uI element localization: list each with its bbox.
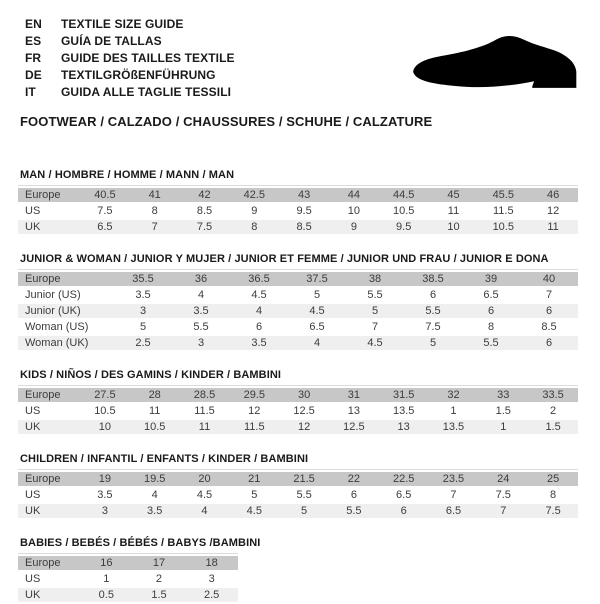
size-cell: 5.5 <box>483 337 499 349</box>
size-cell: 6 <box>487 305 495 317</box>
size-cell: 8 <box>251 221 258 233</box>
row-label: UK <box>25 221 41 233</box>
size-row-man-europe <box>18 188 578 202</box>
table-title-junior-woman: JUNIOR & WOMAN / JUNIOR Y MUJER / JUNIOR ET FEMME / JUNIOR UND FRAU / JUNIOR E DONA <box>20 253 549 265</box>
size-cell: 1 <box>103 573 110 585</box>
size-table-kids <box>18 385 578 436</box>
size-cell: 40.5 <box>94 189 116 201</box>
row-label: Europe <box>25 273 61 285</box>
size-cell: 5 <box>301 505 308 517</box>
size-cell: 4.5 <box>196 489 213 501</box>
size-cell: 7.5 <box>495 489 511 501</box>
size-row-junior-woman-junior-uk <box>18 304 578 318</box>
size-cell: 5.5 <box>296 489 312 501</box>
size-cell: 3.5 <box>251 337 267 349</box>
size-cell: 36.5 <box>248 273 270 285</box>
size-cell: 18 <box>205 557 218 569</box>
size-cell: 35.5 <box>132 273 154 285</box>
row-label: UK <box>25 421 41 433</box>
size-cell: 7.5 <box>425 321 441 333</box>
size-cell: 1 <box>500 421 507 433</box>
size-cell: 19 <box>98 473 112 485</box>
size-cell: 44 <box>347 189 360 201</box>
size-cell: 10 <box>447 221 460 233</box>
row-label: Europe <box>25 389 61 401</box>
size-cell: 21.5 <box>293 473 315 485</box>
size-table-babies <box>18 553 238 604</box>
size-cell: 7 <box>545 289 553 301</box>
language-label: TEXTILGRÖßENFÜHRUNG <box>61 68 216 82</box>
size-cell: 22.5 <box>392 473 415 485</box>
language-code: EN <box>25 17 42 31</box>
size-cell: 25 <box>546 473 560 485</box>
size-cell: 6 <box>429 289 437 301</box>
size-cell: 4.5 <box>367 337 383 349</box>
size-cell: 5.5 <box>193 321 209 333</box>
size-table-section-children <box>18 453 580 520</box>
size-table-section-babies <box>18 537 580 604</box>
size-cell: 7.5 <box>545 505 561 517</box>
size-cell: 8.5 <box>296 221 312 233</box>
size-cell: 22 <box>347 473 360 485</box>
size-cell: 28.5 <box>193 389 216 401</box>
table-title-man: MAN / HOMBRE / HOMME / MANN / MAN <box>20 169 235 181</box>
size-cell: 29.5 <box>243 389 265 401</box>
row-label: Junior (US) <box>25 289 81 301</box>
size-row-babies-europe <box>18 556 238 570</box>
size-cell: 36 <box>194 273 208 285</box>
size-cell: 10.5 <box>392 205 415 217</box>
size-cell: 3.5 <box>97 489 113 501</box>
size-cell: 7 <box>371 321 379 333</box>
size-cell: 11.5 <box>194 405 215 417</box>
size-cell: 7.5 <box>97 205 113 217</box>
language-label: GUÍA DE TALLAS <box>61 34 162 48</box>
size-cell: 5.5 <box>425 305 441 317</box>
size-cell: 38 <box>368 273 382 285</box>
size-cell: 11 <box>447 205 460 217</box>
size-cell: 6.5 <box>396 489 412 501</box>
size-cell: 3 <box>139 305 147 317</box>
language-code: FR <box>25 51 42 65</box>
size-cell: 8 <box>151 205 158 217</box>
size-cell: 11.5 <box>243 421 265 433</box>
size-cell: 11 <box>148 405 161 417</box>
size-cell: 2 <box>550 405 557 417</box>
language-code: IT <box>25 85 36 99</box>
size-row-children-europe <box>18 472 578 486</box>
size-cell: 37.5 <box>306 273 328 285</box>
size-cell: 19.5 <box>143 473 166 485</box>
size-cell: 5 <box>251 489 258 501</box>
size-cell: 12.5 <box>293 405 315 417</box>
size-cell: 3.5 <box>193 305 209 317</box>
size-cell: 10.5 <box>94 405 116 417</box>
row-label: Europe <box>25 557 61 569</box>
row-label: Europe <box>25 473 61 485</box>
size-cell: 13.5 <box>442 421 465 433</box>
size-cell: 4.5 <box>251 289 267 301</box>
size-cell: 39 <box>484 273 498 285</box>
size-cell: 31.5 <box>392 389 415 401</box>
size-cell: 4 <box>255 305 263 317</box>
size-cell: 11 <box>198 421 211 433</box>
size-cell: 3.5 <box>147 505 163 517</box>
size-cell: 4.5 <box>246 505 262 517</box>
size-cell: 3.5 <box>135 289 151 301</box>
size-cell: 5.5 <box>367 289 383 301</box>
size-row-man-us <box>18 204 578 218</box>
size-cell: 24 <box>497 473 510 485</box>
row-label: Woman (UK) <box>25 337 89 349</box>
size-cell: 45.5 <box>492 189 514 201</box>
size-cell: 4 <box>313 337 321 349</box>
size-cell: 11.5 <box>492 205 514 217</box>
size-cell: 41 <box>148 189 161 201</box>
size-cell: 9.5 <box>296 205 312 217</box>
size-cell: 42 <box>198 189 211 201</box>
size-cell: 2.5 <box>135 337 151 349</box>
size-cell: 6 <box>255 321 263 333</box>
size-cell: 13 <box>397 421 410 433</box>
table-title-kids: KIDS / NIÑOS / DES GAMINS / KINDER / BAMBINI <box>20 369 282 381</box>
size-cell: 40 <box>542 273 556 285</box>
size-cell: 7 <box>151 221 158 233</box>
size-cell: 7 <box>450 489 457 501</box>
language-code: ES <box>25 34 42 48</box>
size-row-kids-us <box>18 404 578 418</box>
shoe-icon <box>392 14 584 110</box>
size-row-junior-woman-junior-us <box>18 288 578 302</box>
row-label: US <box>25 573 41 585</box>
size-cell: 13.5 <box>392 405 415 417</box>
size-cell: 31 <box>347 389 360 401</box>
size-cell: 33 <box>497 389 510 401</box>
language-code: DE <box>25 68 42 82</box>
size-cell: 12 <box>546 205 560 217</box>
size-cell: 10 <box>347 205 360 217</box>
header <box>18 16 580 129</box>
row-label: US <box>25 205 41 217</box>
size-cell: 44.5 <box>392 189 415 201</box>
size-table-junior-woman <box>18 269 578 352</box>
size-cell: 4 <box>151 489 158 501</box>
size-cell: 20 <box>198 473 211 485</box>
size-row-babies-us <box>18 572 238 586</box>
size-cell: 12.5 <box>343 421 365 433</box>
size-cell: 23.5 <box>442 473 465 485</box>
category-title: FOOTWEAR / CALZADO / CHAUSSURES / SCHUHE / CALZATURE <box>20 114 433 129</box>
size-tables <box>18 169 580 604</box>
size-cell: 3 <box>197 337 205 349</box>
language-label: GUIDA ALLE TAGLIE TESSILI <box>61 85 232 99</box>
size-cell: 5 <box>429 337 437 349</box>
size-cell: 6 <box>545 337 553 349</box>
size-row-children-us <box>18 488 578 502</box>
size-cell: 11 <box>547 221 559 233</box>
size-cell: 3 <box>208 573 215 585</box>
size-cell: 33.5 <box>542 389 564 401</box>
size-row-children-uk <box>18 504 578 518</box>
row-label: US <box>25 405 41 417</box>
size-table-children <box>18 469 578 520</box>
size-cell: 2 <box>155 573 163 585</box>
size-row-junior-woman-europe <box>18 272 578 286</box>
size-cell: 6 <box>545 305 553 317</box>
size-cell: 21 <box>248 473 261 485</box>
size-cell: 28 <box>148 389 161 401</box>
size-cell: 2.5 <box>204 589 220 601</box>
size-cell: 7 <box>500 505 507 517</box>
size-cell: 38.5 <box>422 273 444 285</box>
size-cell: 1.5 <box>151 589 167 601</box>
size-table-section-kids <box>18 369 580 436</box>
size-cell: 27.5 <box>94 389 116 401</box>
size-cell: 6.5 <box>97 221 113 233</box>
row-label: Junior (UK) <box>25 305 81 317</box>
size-cell: 5 <box>371 305 379 317</box>
size-cell: 9 <box>350 221 357 233</box>
size-cell: 8 <box>550 489 557 501</box>
row-label: UK <box>25 589 41 601</box>
size-cell: 9 <box>251 205 258 217</box>
size-row-man-uk <box>18 220 578 234</box>
size-cell: 5 <box>139 321 147 333</box>
size-cell: 5 <box>313 289 321 301</box>
size-cell: 6 <box>400 505 407 517</box>
size-cell: 12 <box>297 421 311 433</box>
size-row-kids-uk <box>18 420 578 434</box>
size-cell: 46 <box>546 189 560 201</box>
size-cell: 6.5 <box>445 505 462 517</box>
row-label: UK <box>25 505 41 517</box>
size-cell: 13 <box>347 405 360 417</box>
size-table-man <box>18 185 578 236</box>
size-table-section-junior-woman <box>18 253 580 352</box>
size-table-section-man <box>18 169 580 236</box>
size-cell: 1.5 <box>495 405 511 417</box>
size-cell: 8 <box>487 321 495 333</box>
size-cell: 10.5 <box>143 421 166 433</box>
size-cell: 6.5 <box>483 289 499 301</box>
size-cell: 45 <box>447 189 460 201</box>
size-cell: 17 <box>152 557 166 569</box>
size-cell: 4.5 <box>309 305 325 317</box>
size-cell: 9.5 <box>396 221 412 233</box>
table-title-children: CHILDREN / INFANTIL / ENFANTS / KINDER / BAMBINI <box>20 453 309 465</box>
size-cell: 32 <box>447 389 460 401</box>
language-label: GUIDE DES TAILLES TEXTILE <box>61 51 235 65</box>
shoe-icon-path <box>413 36 576 88</box>
size-cell: 1 <box>450 405 457 417</box>
table-title-babies: BABIES / BEBÉS / BÉBÉS / BABYS /BAMBINI <box>20 537 261 549</box>
size-cell: 6.5 <box>309 321 325 333</box>
row-label: Europe <box>25 189 61 201</box>
size-row-junior-woman-woman-uk <box>18 336 578 350</box>
size-row-kids-europe <box>18 388 578 402</box>
size-cell: 42.5 <box>243 189 265 201</box>
size-cell: 1.5 <box>545 421 561 433</box>
size-cell: 4 <box>201 505 208 517</box>
size-cell: 10 <box>98 421 112 433</box>
row-label: US <box>25 489 41 501</box>
size-cell: 7.5 <box>196 221 213 233</box>
size-cell: 10.5 <box>492 221 514 233</box>
row-label: Woman (US) <box>25 321 89 333</box>
size-cell: 8.5 <box>196 205 213 217</box>
size-cell: 43 <box>297 189 311 201</box>
size-cell: 30 <box>297 389 311 401</box>
size-cell: 3 <box>101 505 108 517</box>
size-cell: 16 <box>100 557 113 569</box>
size-cell: 6 <box>350 489 357 501</box>
size-cell: 12 <box>248 405 261 417</box>
size-cell: 5.5 <box>346 505 362 517</box>
language-label: TEXTILE SIZE GUIDE <box>61 17 184 31</box>
size-cell: 8.5 <box>541 321 557 333</box>
size-cell: 4 <box>197 289 205 301</box>
size-row-junior-woman-woman-us <box>18 320 578 334</box>
size-cell: 0.5 <box>98 589 114 601</box>
